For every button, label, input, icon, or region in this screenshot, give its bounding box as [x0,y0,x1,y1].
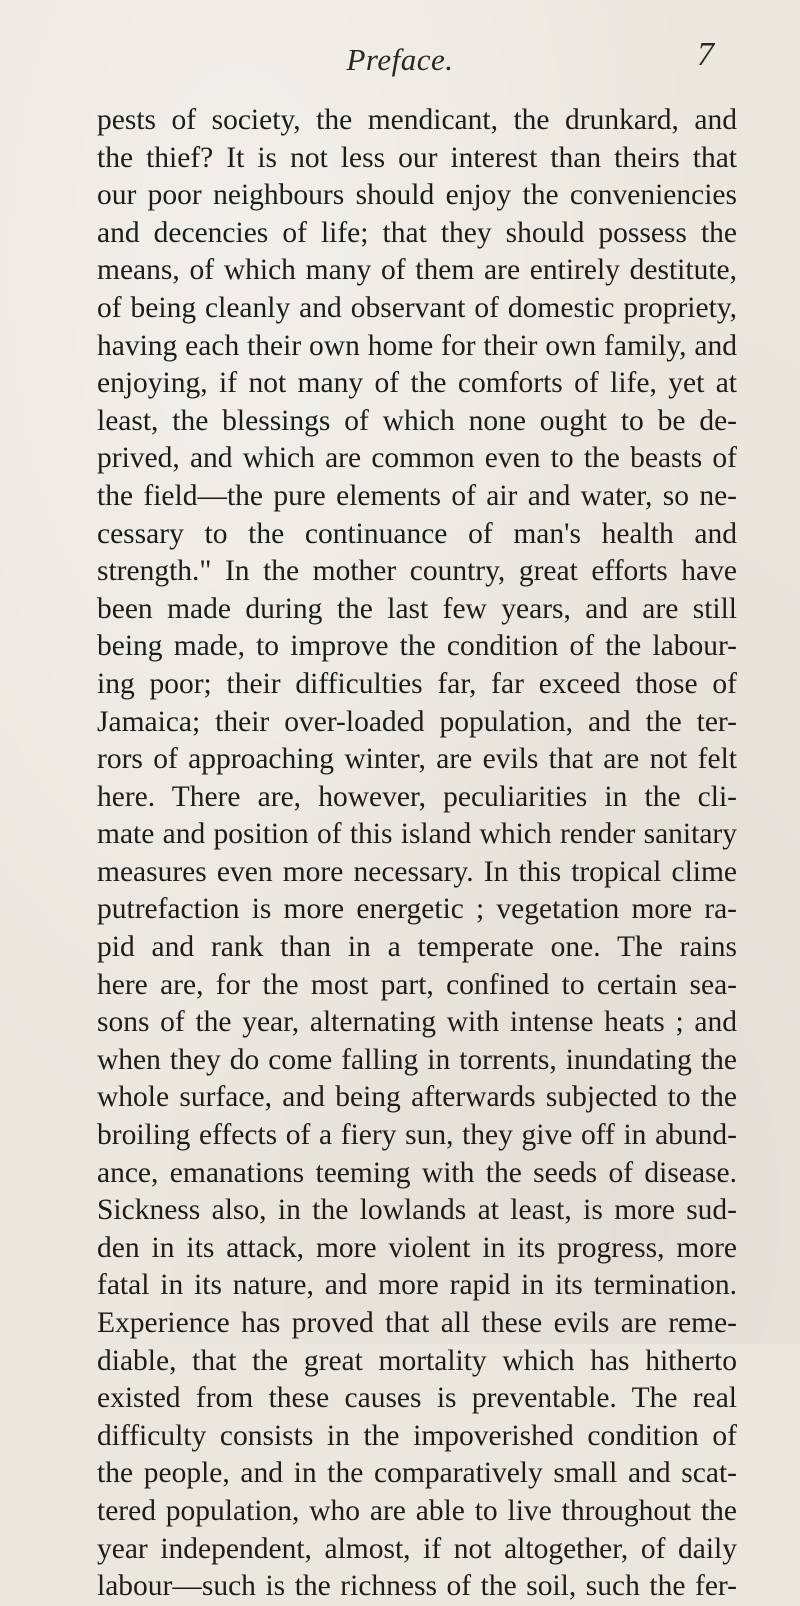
text-line: been made during the last few years, and are still [97,592,737,625]
text-line: whole surface, and being afterwards subjected to the [97,1081,737,1114]
text-line: pid and rank than in a temperate one. The rains [97,931,737,964]
text-line: rors of approaching winter, are evils that are not felt [97,743,737,776]
text-line: fatal in its nature, and more rapid in its termination. [97,1269,737,1302]
page-number: 7 [697,36,714,73]
text-line: sons of the year, alternating with intense heats ; and [97,1006,737,1039]
text-line: cessary to the continuance of man's health and [97,517,737,550]
text-line: ing poor; their difficulties far, far exceed those of [97,667,737,700]
text-line: and decencies of life; that they should possess the [97,216,737,249]
text-line: here. There are, however, peculiarities in the cli- [97,780,737,813]
text-line: means, of which many of them are entirely destitute, [97,254,737,287]
running-title: Preface. [346,42,454,77]
page-header [0,36,800,90]
text-line: the thief? It is not less our interest than theirs that [97,141,737,174]
text-line: here are, for the most part, confined to certain sea- [97,968,737,1001]
text-line: pests of society, the mendicant, the drunkard, and [97,104,737,136]
text-line: measures even more necessary. In this tropical clime [97,855,737,888]
text-line: of being cleanly and observant of domestic propriety, [97,291,737,324]
text-line: difficulty consists in the impoverished condition of [97,1419,737,1452]
text-line: our poor neighbours should enjoy the conveniencies [97,179,737,212]
text-line: least, the blessings of which none ought to be de- [97,404,737,437]
text-line: ance, emanations teeming with the seeds of disease. [97,1156,737,1189]
text-line: having each their own home for their own family, and [97,329,737,362]
text-line: prived, and which are common even to the beasts of [97,442,737,475]
text-line: Jamaica; their over-loaded population, and the ter- [97,705,737,738]
text-line: the field—the pure elements of air and water, so ne- [97,479,737,512]
text-line: diable, that the great mortality which has hitherto [97,1344,737,1377]
text-line: den in its attack, more violent in its progress, more [97,1231,737,1264]
text-line: putrefaction is more energetic ; vegetation more ra- [97,893,737,926]
text-line: strength." In the mother country, great efforts have [97,555,737,588]
text-line: Experience has proved that all these evils are reme- [97,1307,737,1339]
text-line: year independent, almost, if not altogether, of daily [97,1532,737,1565]
text-line: broiling effects of a fiery sun, they give off in abund- [97,1119,737,1152]
text-line: enjoying, if not many of the comforts of life, yet at [97,367,737,400]
text-line: labour—such is the richness of the soil, such the fer- [97,1570,737,1603]
text-line: when they do come falling in torrents, inundating the [97,1043,737,1076]
text-line: tered population, who are able to live throughout the [97,1494,737,1527]
text-line: mate and position of this island which render sanitary [97,818,737,851]
text-line: existed from these causes is preventable. The real [97,1382,737,1415]
body-text [97,102,737,1606]
text-line: the people, and in the comparatively small and scat- [97,1457,737,1490]
text-line: being made, to improve the condition of the labour- [97,630,737,663]
text-line: Sickness also, in the lowlands at least, is more sud- [97,1194,737,1227]
